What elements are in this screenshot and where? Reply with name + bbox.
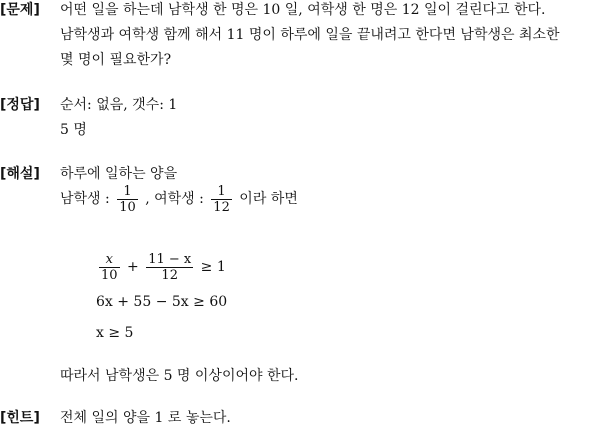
female-label: , 여학생 :	[145, 191, 204, 207]
solution-conclusion: 따라서 남학생은 5 명 이상이어야 한다.	[60, 368, 299, 384]
answer-label: [정답]	[0, 97, 40, 113]
eq1-f1-denominator: 10	[101, 267, 118, 283]
eq1-f2-denominator: 12	[161, 267, 178, 283]
male-fraction	[117, 184, 138, 215]
female-fraction-numerator: 1	[211, 184, 232, 200]
solution-label: [해설]	[0, 166, 40, 182]
hint-text: 전체 일의 양을 1 로 놓는다.	[60, 410, 231, 426]
eq1-f1-numerator: x	[99, 252, 120, 268]
definition-suffix: 이라 하면	[239, 191, 298, 207]
eq1-f2-numerator: 11 − x	[148, 251, 192, 267]
solution-intro: 하루에 일하는 양을	[60, 166, 178, 182]
eq1-fraction-2	[146, 252, 193, 283]
eq1-fraction-1	[99, 252, 120, 283]
equation-3: x ≥ 5	[96, 325, 134, 341]
problem-line-3: 몇 명이 필요한가?	[60, 52, 172, 68]
eq1-plus: +	[127, 259, 139, 275]
female-fraction-denominator: 12	[213, 199, 230, 215]
equation-1	[96, 250, 226, 284]
eq1-rhs: ≥ 1	[200, 259, 226, 275]
solution-definition	[60, 183, 298, 215]
male-label: 남학생 :	[60, 191, 110, 207]
problem-label: [문제]	[0, 2, 40, 18]
answer-line-2: 5 명	[60, 122, 87, 138]
problem-line-2: 남학생과 여학생 함께 해서 11 명이 하루에 일을 끝내려고 한다면 남학생은 최소한	[60, 27, 560, 43]
male-fraction-denominator: 10	[119, 199, 136, 215]
problem-line-1: 어떤 일을 하는데 남학생 한 명은 10 일, 여학생 한 명은 12 일이 걸린다고 한다.	[60, 2, 546, 18]
female-fraction	[211, 184, 232, 215]
hint-label: [힌트]	[0, 410, 40, 426]
male-fraction-numerator: 1	[117, 184, 138, 200]
equation-2: 6x + 55 − 5x ≥ 60	[96, 294, 228, 310]
answer-line-1: 순서: 없음, 갯수: 1	[60, 97, 178, 113]
